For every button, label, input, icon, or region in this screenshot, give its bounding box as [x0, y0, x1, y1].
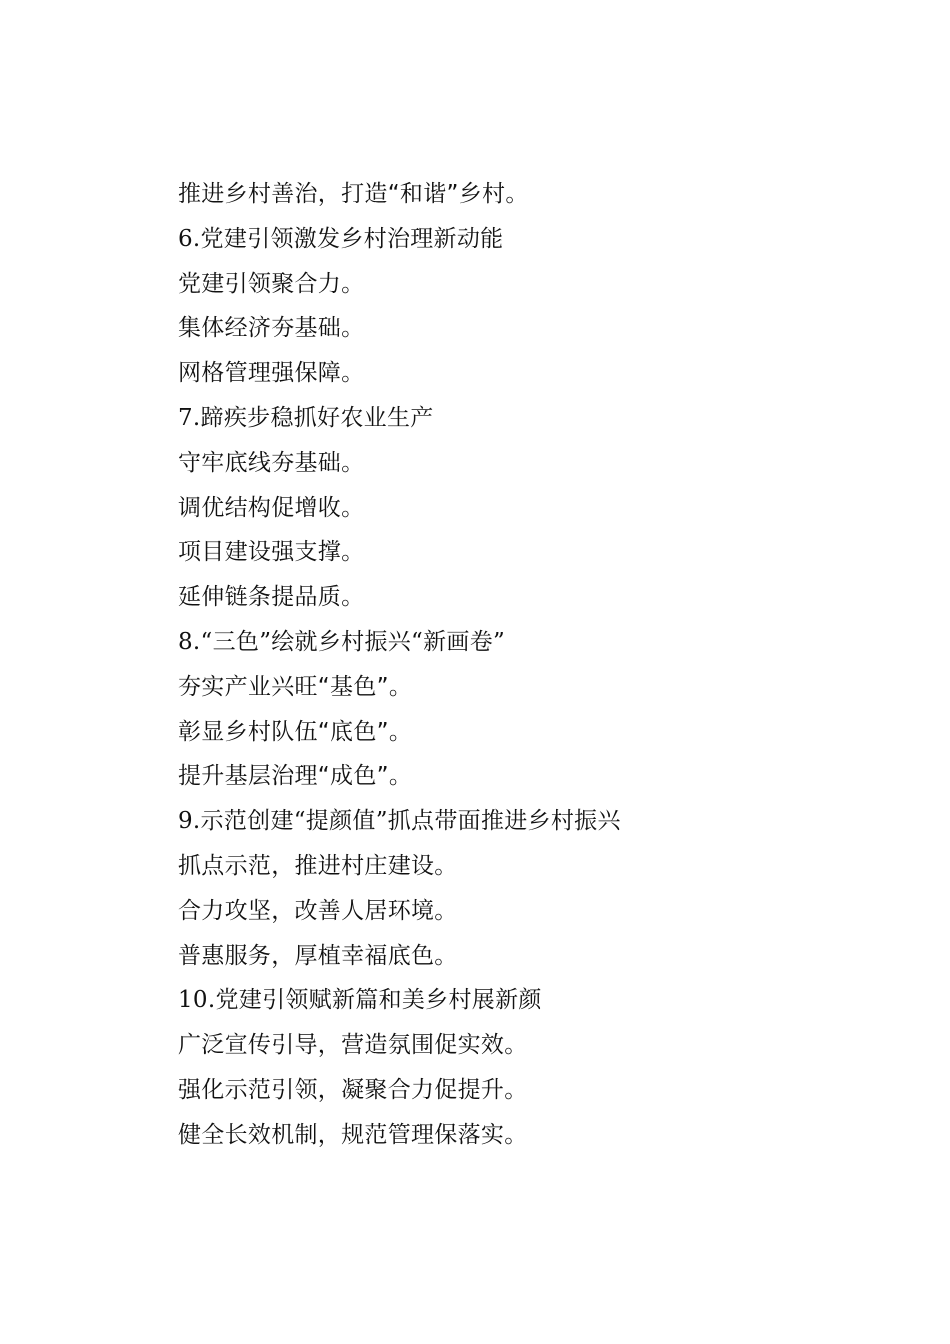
section-heading: 9.示范创建“提颜值”抓点带面推进乡村振兴 [178, 808, 621, 835]
paragraph-line: 合力攻坚，改善人居环境。 [178, 897, 458, 924]
paragraph-line: 推进乡村善治，打造“和谐”乡村。 [178, 181, 529, 207]
paragraph-line: 抓点示范，推进村庄建设。 [178, 852, 458, 879]
paragraph-line: 守牢底线夯基础。 [178, 449, 365, 476]
document-body [178, 172, 878, 1158]
paragraph-line: 普惠服务，厚植幸福底色。 [178, 942, 458, 969]
paragraph-line: 健全长效机制，规范管理保落实。 [178, 1121, 528, 1148]
paragraph-line: 项目建设强支撑。 [178, 539, 365, 566]
section-heading: 6.党建引领激发乡村治理新动能 [178, 225, 504, 252]
paragraph-line: 党建引领聚合力。 [178, 270, 365, 297]
paragraph-line: 广泛宣传引导，营造氛围促实效。 [178, 1032, 528, 1059]
paragraph-line: 夯实产业兴旺“基色”。 [178, 673, 413, 700]
section-heading: 7.蹄疾步稳抓好农业生产 [178, 404, 434, 431]
paragraph-line: 延伸链条提品质。 [178, 584, 365, 611]
paragraph-line: 彰显乡村队伍“底色”。 [178, 718, 413, 745]
section-heading: 8.“三色”绘就乡村振兴“新画卷” [178, 628, 506, 655]
paragraph-line: 调优结构促增收。 [178, 494, 365, 521]
section-heading: 10.党建引领赋新篇和美乡村展新颜 [178, 987, 542, 1014]
paragraph-line: 提升基层治理“成色”。 [178, 763, 413, 790]
paragraph-line: 网格管理强保障。 [178, 360, 365, 387]
paragraph-line: 集体经济夯基础。 [178, 315, 365, 342]
paragraph-line: 强化示范引领，凝聚合力促提升。 [178, 1076, 528, 1103]
